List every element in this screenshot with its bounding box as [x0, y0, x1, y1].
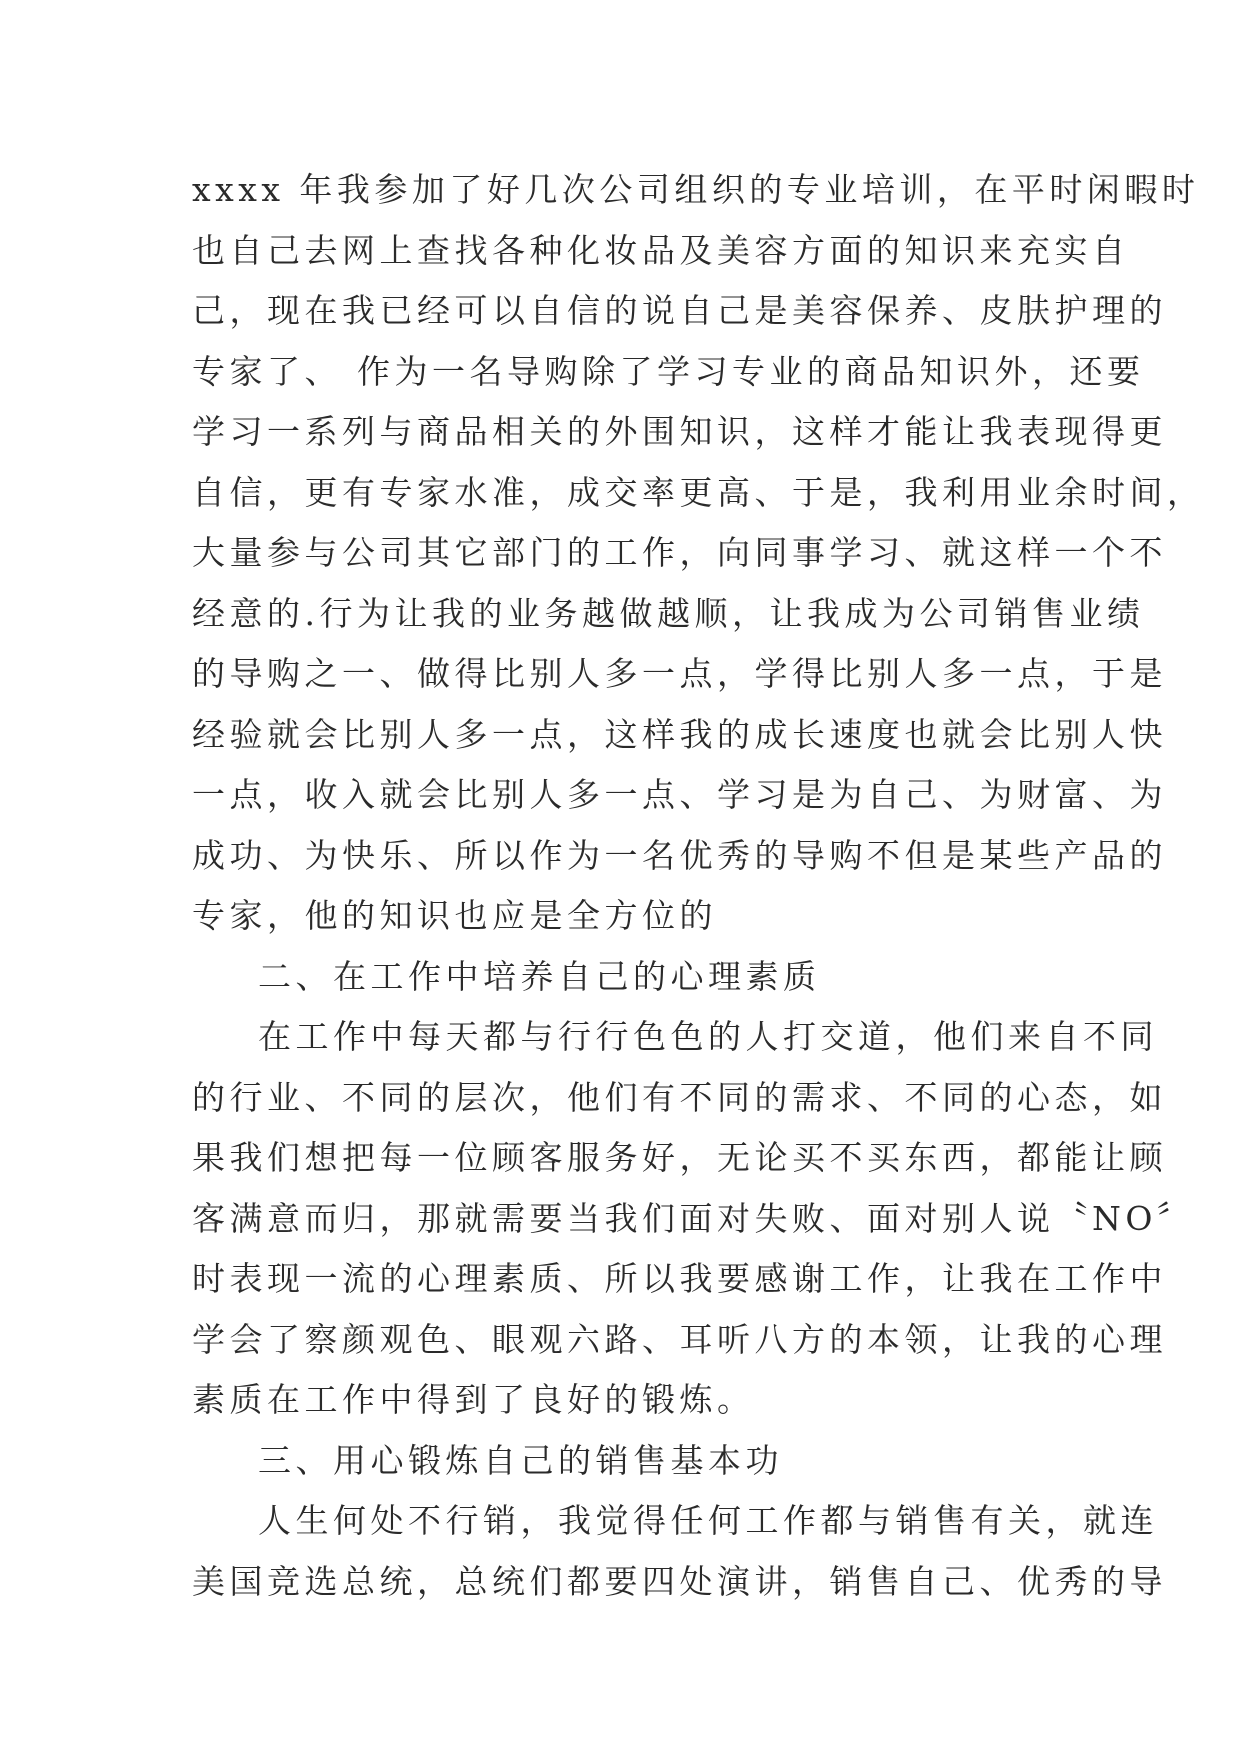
text-line: 美国竞选总统，总统们都要四处演讲，销售自己、优秀的导: [192, 1561, 1167, 1601]
text-line: 自信，更有专家水准，成交率更高、于是，我利用业余时间，: [192, 472, 1205, 512]
text-line: xxxx 年我参加了好几次公司组织的专业培训，在平时闲暇时: [192, 170, 1200, 209]
text-line: 在工作中每天都与行行色色的人打交道，他们来自不同: [258, 1017, 1158, 1056]
text-line: 一点，收入就会比别人多一点、学习是为自己、为财富、为: [192, 775, 1167, 814]
text-line: 也自己去网上查找各种化妆品及美容方面的知识来充实自: [192, 230, 1130, 270]
text-line: 时表现一流的心理素质、所以我要感谢工作，让我在工作中: [192, 1259, 1167, 1298]
document-body: [192, 160, 1205, 1612]
text-line: 大量参与公司其它部门的工作，向同事学习、就这样一个不: [192, 533, 1167, 572]
text-line: 学会了察颜观色、眼观六路、耳听八方的本领，让我的心理: [192, 1319, 1167, 1359]
text-line: 三、用心锻炼自己的销售基本功: [258, 1440, 783, 1480]
text-line: 的导购之一、做得比别人多一点，学得比别人多一点，于是: [192, 654, 1167, 693]
text-line: 经意的.行为让我的业务越做越顺，让我成为公司销售业绩: [192, 593, 1145, 633]
text-line: 专家，他的知识也应是全方位的: [192, 896, 717, 935]
text-line: 人生何处不行销，我觉得任何工作都与销售有关，就连: [258, 1501, 1158, 1540]
text-line: 成功、为快乐、所以作为一名优秀的导购不但是某些产品的: [192, 835, 1167, 875]
text-line: 己，现在我已经可以自信的说自己是美容保养、皮肤护理的: [192, 291, 1167, 330]
text-line: 果我们想把每一位顾客服务好，无论买不买东西，都能让顾: [192, 1138, 1167, 1177]
text-line: 学习一系列与商品相关的外围知识，这样才能让我表现得更: [192, 412, 1167, 451]
text-line: 二、在工作中培养自己的心理素质: [258, 956, 821, 996]
text-line: 的行业、不同的层次，他们有不同的需求、不同的心态，如: [192, 1077, 1167, 1117]
text-line: 专家了、 作为一名导购除了学习专业的商品知识外，还要: [192, 351, 1145, 391]
text-line: 经验就会比别人多一点，这样我的成长速度也就会比别人快: [192, 714, 1167, 754]
text-line: 客满意而归，那就需要当我们面对失败、面对别人说〝NO〞: [192, 1198, 1195, 1238]
text-line: 素质在工作中得到了良好的锻炼。: [192, 1380, 755, 1419]
